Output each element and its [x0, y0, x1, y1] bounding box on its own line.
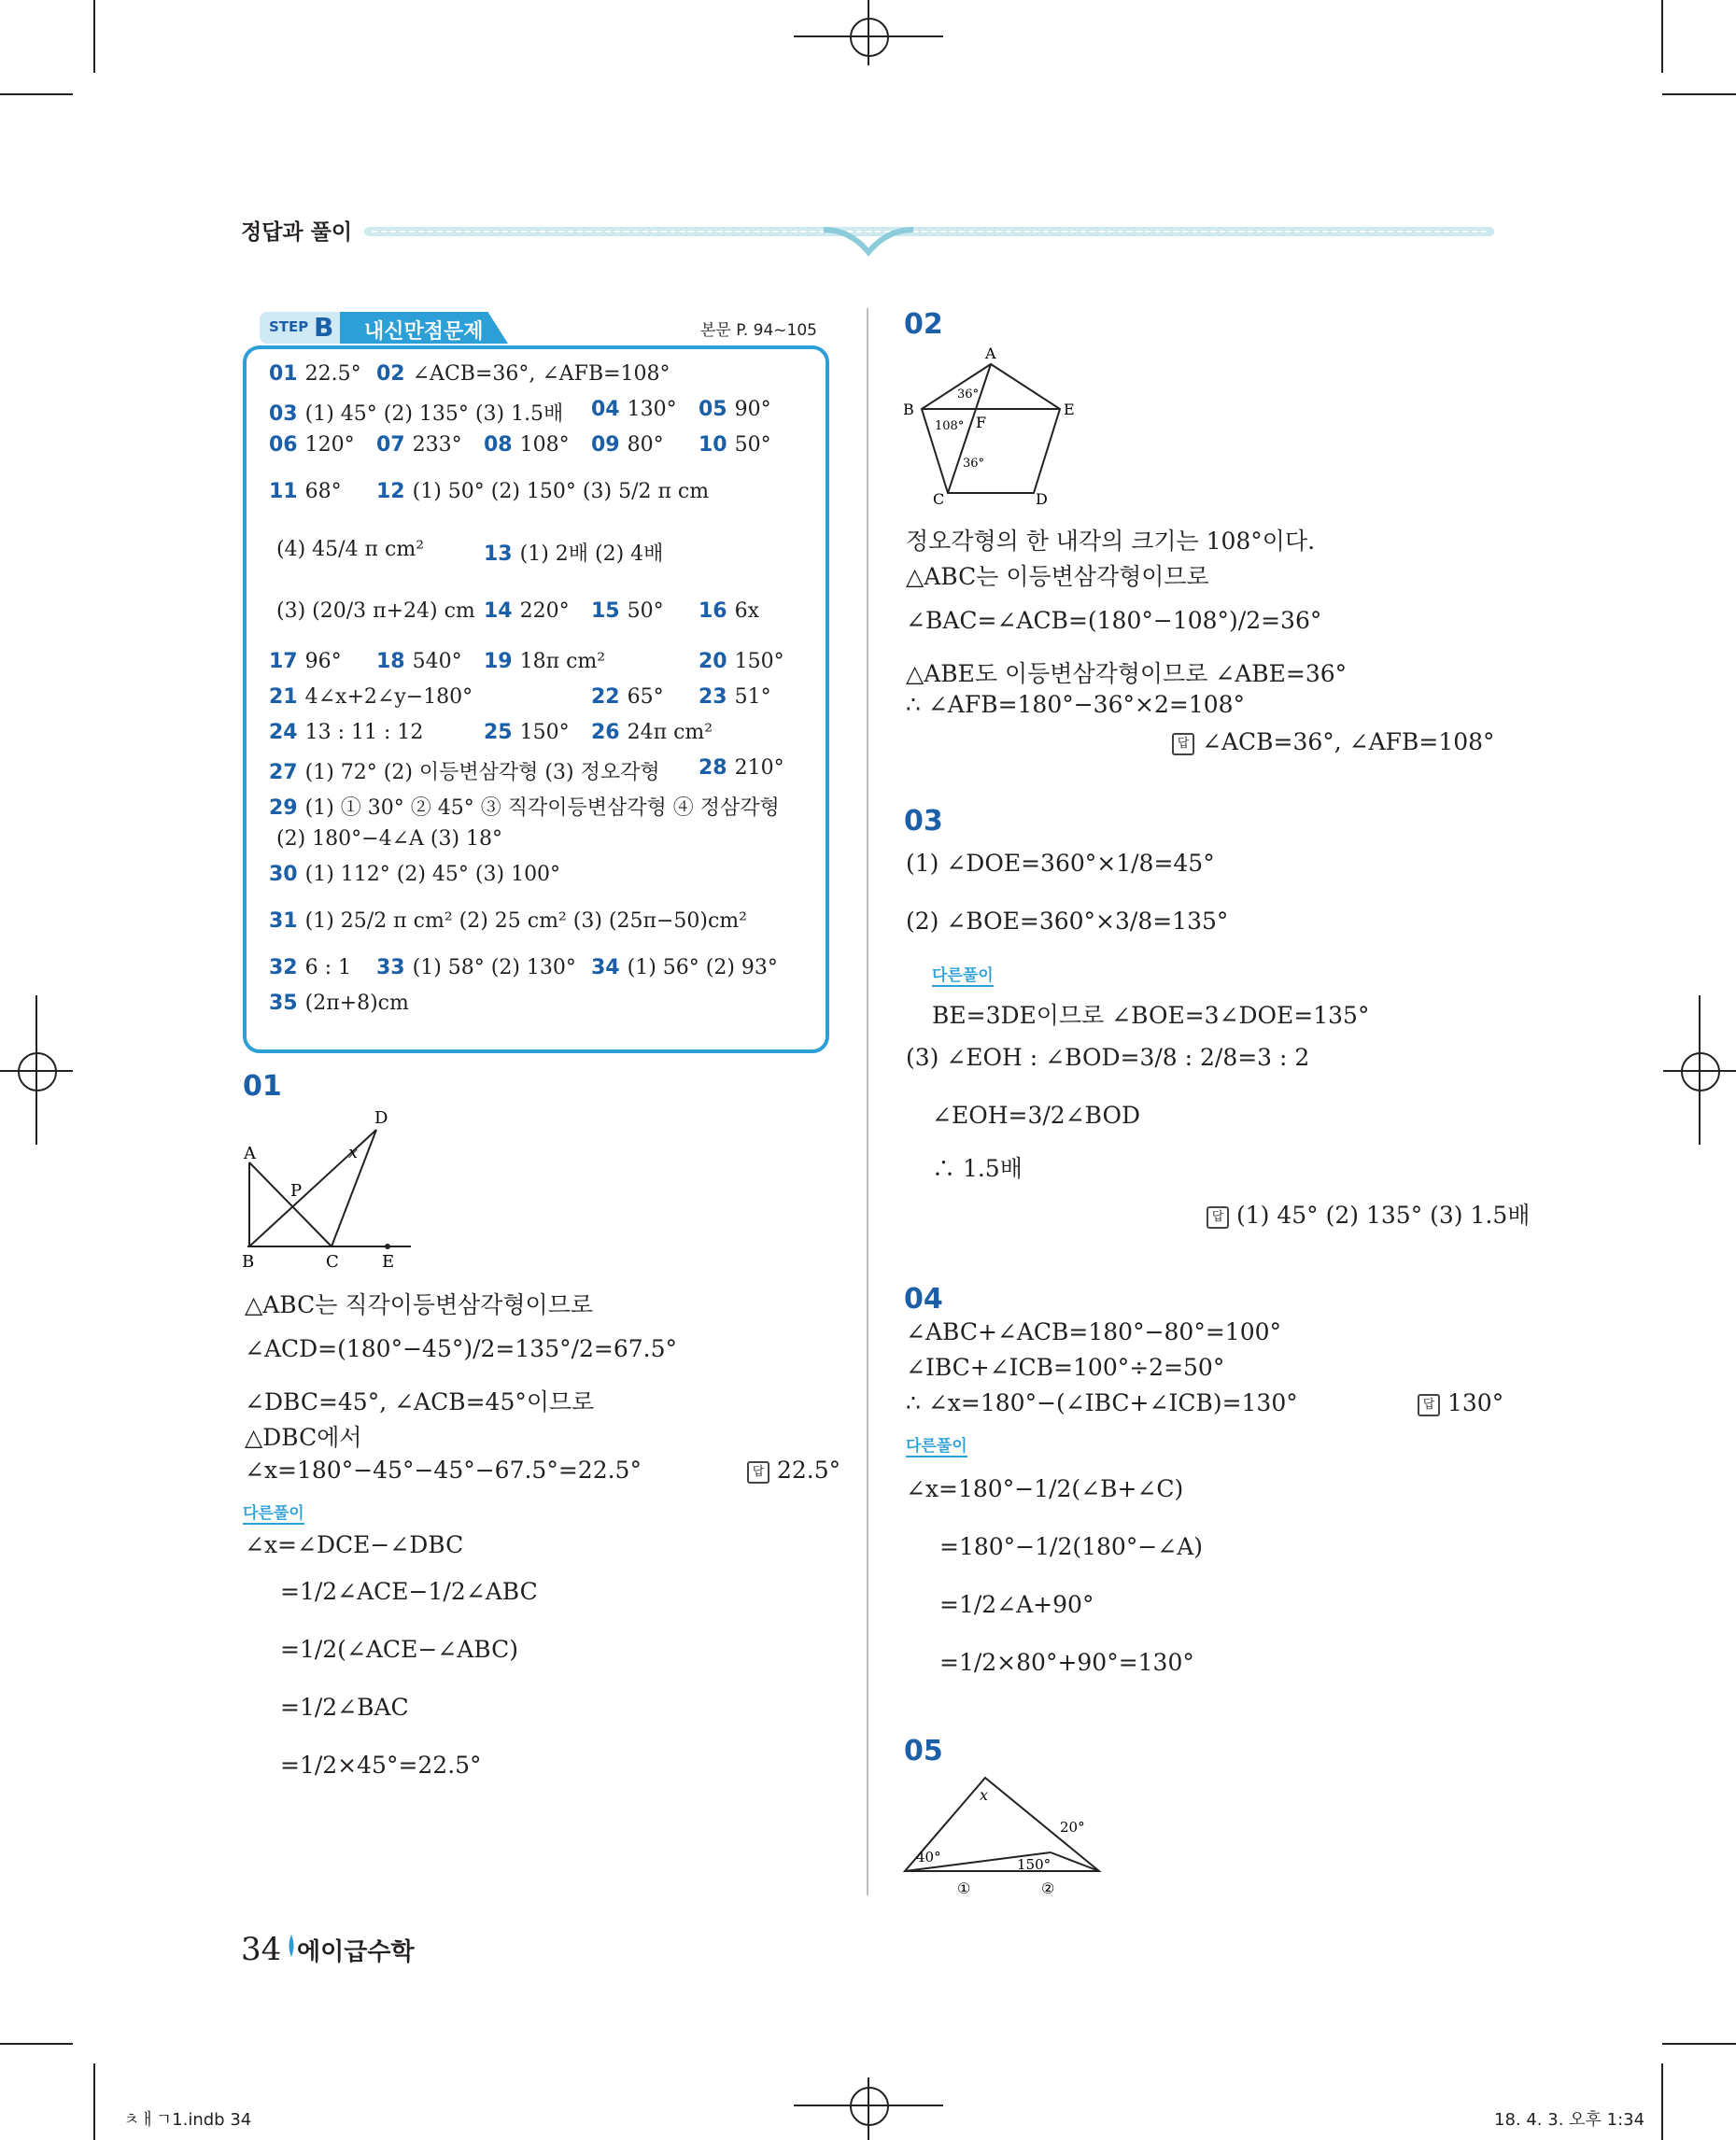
print-timestamp: 18. 4. 3. 오후 1:34	[1494, 2110, 1645, 2130]
crop-mark	[0, 93, 73, 95]
solution-line: ∴ ∠AFB=180°−36°×2=108°	[906, 691, 1246, 718]
point-label: E	[1064, 401, 1075, 418]
solution-line: (3) ∠EOH : ∠BOD=3/8 : 2/8=3 : 2	[906, 1044, 1310, 1071]
alt-solution-badge: 다른풀이	[243, 1499, 304, 1525]
answer-row: 34 (1) 56° (2) 93°	[591, 956, 778, 979]
answer-row: 22 65°	[591, 685, 664, 709]
question-number: 05	[904, 1735, 943, 1767]
answer-mark-icon: 답	[1207, 1206, 1229, 1229]
answer-row: 08 108°	[484, 433, 570, 457]
registration-mark-icon	[850, 18, 889, 57]
answer-row: 18 540°	[376, 650, 462, 673]
point-label: P	[290, 1181, 303, 1201]
crop-mark	[1661, 2063, 1663, 2140]
solution-line: ∠BAC=∠ACB=(180°−108°)/2=36°	[906, 607, 1322, 634]
solution-line: =1/2∠ACE−1/2∠ABC	[280, 1578, 538, 1605]
answer-row: 30 (1) 112° (2) 45° (3) 100°	[269, 863, 561, 886]
answer-row: 21 4∠x+2∠y−180°	[269, 685, 473, 709]
angle-label: x	[980, 1786, 989, 1804]
answer-row: (3) (20/3 π+24) cm	[276, 599, 475, 623]
answer-row: 28 210°	[699, 756, 784, 780]
q02-pentagon-figure	[901, 345, 1088, 509]
answer-row: 24 13 : 11 : 12	[269, 721, 424, 744]
angle-marker: ①	[957, 1880, 971, 1897]
solution-line: △ABE도 이등변삼각형이므로 ∠ABE=36°	[906, 660, 1348, 687]
answer-row: 12 (1) 50° (2) 150° (3) 5/2 π cm	[376, 480, 710, 503]
solution-line: ∠ACD=(180°−45°)/2=135°/2=67.5°	[245, 1335, 678, 1362]
registration-mark-icon	[18, 1052, 57, 1091]
answer-row: 17 96°	[269, 650, 342, 673]
crop-mark	[93, 0, 95, 73]
point-label: A	[985, 345, 996, 362]
registration-mark-icon	[1681, 1052, 1720, 1091]
brand-logo: 에이급수학	[297, 1938, 415, 1966]
answer-row: 16 6x	[699, 599, 760, 623]
point-label: C	[326, 1252, 339, 1272]
step-word: STEP	[269, 318, 309, 335]
answer-row: 10 50°	[699, 433, 771, 457]
page-number: 34	[241, 1931, 282, 1968]
solution-line: ∠x=180°−45°−45°−67.5°=22.5°	[245, 1457, 642, 1484]
final-answer: 답 130°	[1418, 1389, 1503, 1416]
solution-line: ∠x=∠DCE−∠DBC	[245, 1531, 464, 1558]
answer-row: 11 68°	[269, 480, 342, 503]
solution-line: ∴ 1.5배	[932, 1155, 1023, 1182]
answer-mark-icon: 답	[747, 1461, 769, 1484]
step-letter: B	[314, 312, 334, 343]
point-label: D	[374, 1108, 388, 1128]
solution-line: △ABC는 이등변삼각형이므로	[906, 563, 1209, 590]
answer-row: 05 90°	[699, 398, 771, 421]
crop-mark	[0, 2043, 73, 2045]
answer-row: 26 24π cm²	[591, 721, 713, 744]
solution-line: =1/2∠BAC	[280, 1694, 409, 1721]
angle-label: 108°	[935, 419, 965, 433]
answer-row: 01 22.5°	[269, 362, 361, 386]
page-reference: 본문 P. 94~105	[700, 321, 817, 340]
answer-row: 14 220°	[484, 599, 570, 623]
angle-label: 40°	[916, 1849, 941, 1865]
answer-row: 03 (1) 45° (2) 135° (3) 1.5배	[269, 402, 564, 426]
solution-line: ∠DBC=45°, ∠ACB=45°이므로	[245, 1388, 595, 1415]
answer-mark-icon: 답	[1418, 1394, 1440, 1416]
answer-row: 33 (1) 58° (2) 130°	[376, 956, 576, 979]
answer-row: 32 6 : 1	[269, 956, 352, 979]
q05-triangle-figure	[901, 1774, 1107, 1900]
angle-marker: ②	[1041, 1880, 1055, 1897]
solution-line: △DBC에서	[245, 1424, 362, 1451]
answer-row: 02 ∠ACB=36°, ∠AFB=108°	[376, 362, 670, 386]
crop-mark	[93, 2063, 95, 2140]
answer-row: 09 80°	[591, 433, 664, 457]
solution-line: △ABC는 직각이등변삼각형이므로	[245, 1291, 593, 1318]
answer-row: 15 50°	[591, 599, 664, 623]
answer-row: 23 51°	[699, 685, 771, 709]
point-label: F	[976, 414, 987, 431]
solution-line: ∴ ∠x=180°−(∠IBC+∠ICB)=130°	[906, 1389, 1298, 1416]
point-label: B	[242, 1252, 255, 1272]
answer-row: 19 18π cm²	[484, 650, 606, 673]
column-divider	[867, 308, 868, 1895]
solution-line: ∠ABC+∠ACB=180°−80°=100°	[906, 1318, 1282, 1345]
answer-row: 04 130°	[591, 398, 677, 421]
answer-row: 20 150°	[699, 650, 784, 673]
answer-list	[269, 362, 829, 1035]
final-answer: 답 (1) 45° (2) 135° (3) 1.5배	[1207, 1197, 1530, 1231]
answer-row: 27 (1) 72° (2) 이등변삼각형 (3) 정오각형	[269, 761, 660, 784]
answer-row: (2) 180°−4∠A (3) 18°	[276, 827, 503, 851]
answer-row: 35 (2π+8)cm	[269, 992, 409, 1015]
solution-line: (2) ∠BOE=360°×3/8=135°	[906, 908, 1229, 935]
alt-solution-badge: 다른풀이	[932, 962, 994, 987]
alt-solution-badge: 다른풀이	[906, 1432, 967, 1457]
solution-line: =180°−1/2(180°−∠A)	[939, 1533, 1204, 1560]
question-number: 01	[243, 1070, 282, 1103]
solution-line: =1/2∠A+90°	[939, 1591, 1094, 1618]
q01-figure	[238, 1106, 425, 1274]
header-tab-icon	[822, 220, 915, 258]
logo-drop-icon	[286, 1933, 297, 1959]
solution-line: =1/2×80°+90°=130°	[939, 1649, 1194, 1676]
point-label: C	[933, 490, 945, 508]
point-label: E	[382, 1252, 395, 1272]
angle-label: 36°	[957, 387, 980, 401]
crop-mark	[1662, 93, 1736, 95]
answer-row: 07 233°	[376, 433, 462, 457]
solution-line: =1/2×45°=22.5°	[280, 1752, 482, 1779]
file-info: ㅊㅐㄱ1.indb 34	[123, 2110, 252, 2130]
point-label: B	[903, 401, 914, 418]
answer-row: (4) 45/4 π cm²	[276, 538, 425, 561]
point-label: A	[244, 1144, 256, 1163]
answer-row: 06 120°	[269, 433, 355, 457]
step-title: 내신만점문제	[364, 320, 484, 344]
crop-mark	[1662, 2043, 1736, 2045]
question-number: 03	[904, 805, 943, 838]
answer-row: 31 (1) 25/2 π cm² (2) 25 cm² (3) (25π−50)cm²	[269, 909, 747, 933]
question-number: 04	[904, 1283, 943, 1316]
registration-mark-icon	[850, 2087, 889, 2126]
angle-label: 36°	[963, 457, 985, 471]
solution-line: BE=3DE이므로 ∠BOE=3∠DOE=135°	[932, 1002, 1370, 1029]
section-title: 정답과 풀이	[241, 220, 353, 245]
solution-line: =1/2(∠ACE−∠ABC)	[280, 1636, 518, 1663]
final-answer: 답 ∠ACB=36°, ∠AFB=108°	[1172, 728, 1495, 755]
angle-label: 150°	[1017, 1856, 1051, 1873]
solution-line: ∠EOH=3/2∠BOD	[932, 1102, 1140, 1129]
final-answer: 답 22.5°	[747, 1457, 840, 1484]
solution-line: 정오각형의 한 내각의 크기는 108°이다.	[906, 528, 1316, 555]
point-label: D	[1036, 490, 1048, 508]
header-rule-dash	[372, 231, 1487, 232]
solution-line: ∠x=180°−1/2(∠B+∠C)	[906, 1475, 1184, 1502]
answer-mark-icon: 답	[1172, 733, 1194, 755]
crop-mark	[1661, 0, 1663, 73]
question-number: 02	[904, 308, 943, 341]
answer-row: 29 (1) ① 30° ② 45° ③ 직각이등변삼각형 ④ 정삼각형	[269, 796, 780, 820]
answer-row: 25 150°	[484, 721, 570, 744]
solution-line: ∠IBC+∠ICB=100°÷2=50°	[906, 1354, 1225, 1381]
solution-line: (1) ∠DOE=360°×1/8=45°	[906, 850, 1215, 877]
answer-row: 13 (1) 2배 (2) 4배	[484, 542, 664, 566]
angle-label: 20°	[1060, 1819, 1085, 1836]
angle-label: x	[348, 1143, 359, 1162]
